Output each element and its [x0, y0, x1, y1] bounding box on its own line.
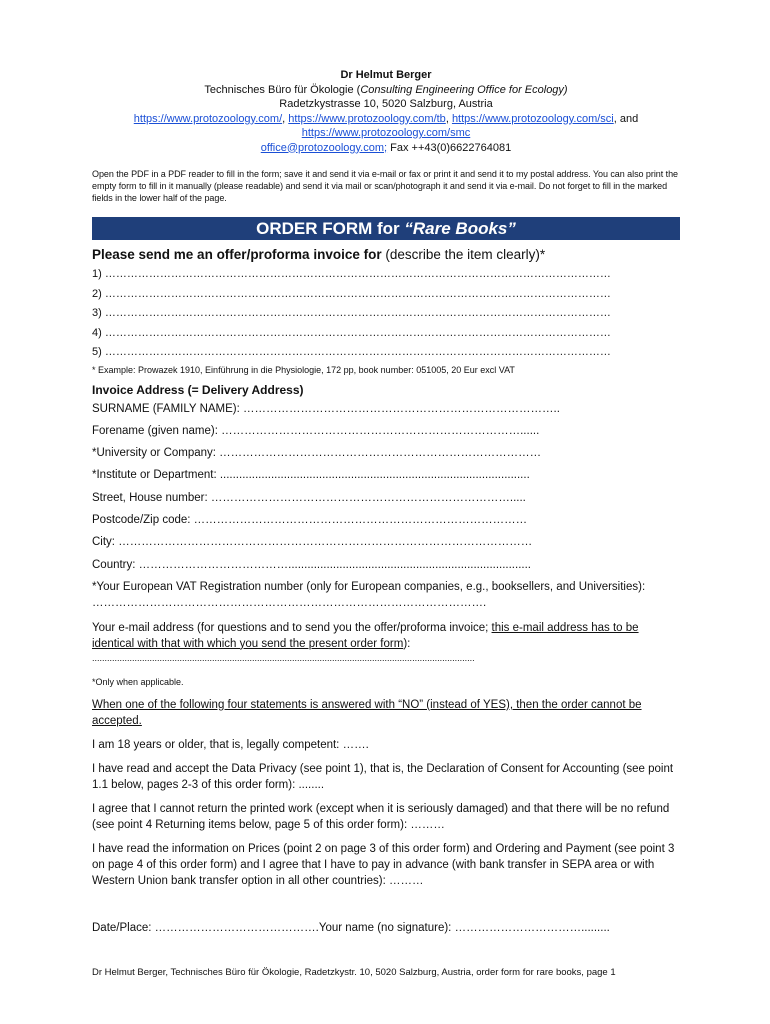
item-field-1[interactable]: 1) ………………………………………………………………………………………………………………………… [92, 268, 611, 280]
postal-address: Radetzkystrasse 10, 5020 Salzburg, Austria [279, 98, 493, 110]
surname-field[interactable]: SURNAME (FAMILY NAME): ……………………………………………………………………….. [92, 402, 560, 415]
statement-payment[interactable]: I have read the information on Prices (point 2 on page 3 of this order form) and Ordering and Payment (see point 3 on page 4 of this order form) and I agree that I have to pay in advance (with bank transfer in SEPA area or with Western Union bank transfer option in all other countries): ……… [92, 842, 675, 887]
date-name-line[interactable]: Date/Place: …………………………………….Your name (no signature): ……………………………......... [92, 921, 610, 934]
link-protozoology-smc[interactable]: https://www.protozoology.com/smc [301, 127, 471, 139]
letterhead [92, 68, 680, 155]
item-list [92, 265, 680, 363]
item-field-4[interactable]: 4) ………………………………………………………………………………………………………………………… [92, 326, 611, 339]
website-links: https://www.protozoology.com/, https://www.protozoology.com/tb, https://www.protozoology.com/sci, and [133, 112, 639, 125]
email-field[interactable]: ......................................................................................................................................................... [92, 652, 475, 663]
item-field-5[interactable]: 5) ………………………………………………………………………………………………………………………… [92, 346, 611, 358]
link-protozoology-tb[interactable]: https://www.protozoology.com/tb [288, 112, 446, 125]
email-instruction: Your e-mail address (for questions and to send you the offer/proforma invoice; this e-mail address has to be identical with that with which you send the present order form): [92, 621, 639, 650]
vat-field[interactable]: *Your European VAT Registration number (only for European companies, e.g., booksellers, and Universities): …………………………………………………………………………………………. [92, 580, 646, 609]
offer-heading: Please send me an offer/proforma invoice for (describe the item clearly)* [92, 247, 546, 262]
institute-field[interactable]: *Institute or Department: ................................................................................................. [92, 469, 530, 482]
contact-line: office@protozoology.com; Fax ++43(0)6622764081 [260, 141, 512, 154]
invoice-address-heading: Invoice Address (= Delivery Address) [92, 382, 304, 397]
city-field[interactable]: City: ……………………………………………………………………………………………… [92, 536, 533, 549]
item-example-note: * Example: Prowazek 1910, Einführung in die Physiologie, 172 pp, book number: 051005, 20 Eur excl VAT [92, 364, 515, 375]
country-field[interactable]: Country: …………………………………............................................................................ [92, 558, 531, 571]
link-protozoology-sci[interactable]: https://www.protozoology.com/sci [451, 112, 614, 125]
email-link[interactable]: office@protozoology.com; [260, 141, 388, 154]
office-line: Technisches Büro für Ökologie (Consulting Engineering Office for Ecology) [204, 83, 568, 96]
statement-privacy[interactable]: I have read and accept the Data Privacy (see point 1), that is, the Declaration of Consent for Accounting (see point 1.1 below, pages 2-3 of this order form): ........ [92, 762, 674, 791]
forename-field[interactable]: Forename (given name): ……………………………………………………………………...... [92, 424, 540, 437]
postcode-field[interactable]: Postcode/Zip code: …………………………………………………………………………… [92, 513, 528, 526]
page-footer: Dr Helmut Berger, Technisches Büro für Ökologie, Radetzkystr. 10, 5020 Salzburg, Austria, order form for rare books, page 1 [92, 967, 616, 978]
only-applicable-note: *Only when applicable. [92, 676, 184, 687]
form-title-banner: ORDER FORM for “Rare Books” [92, 217, 680, 240]
author-name: Dr Helmut Berger [340, 69, 432, 81]
instructions-text: Open the PDF in a PDF reader to fill in the form; save it and send it via e-mail or fax or print it and send it to my postal address. You can also print the empty form to fill in it manually (please readable) and send it via mail or scan/photograph it and send it via e-mail. Do not forget to fill in the marked fields in the lower half of the page. [92, 169, 678, 203]
statement-age[interactable]: I am 18 years or older, that is, legally competent: ……. [92, 738, 369, 751]
item-field-2[interactable]: 2) ………………………………………………………………………………………………………………………… [92, 287, 611, 300]
university-field[interactable]: *University or Company: ………………………………………………………………………… [92, 447, 542, 460]
street-field[interactable]: Street, House number: ……………………………………………………………………..... [92, 491, 526, 504]
address-fields [92, 398, 680, 576]
item-field-3[interactable]: 3) ………………………………………………………………………………………………………………………… [92, 307, 611, 319]
conditions-warning: When one of the following four statements is answered with “NO” (instead of YES), then the order cannot be accepted. [92, 698, 642, 727]
order-form-page [92, 0, 680, 936]
statement-no-return[interactable]: I agree that I cannot return the printed work (except when it is seriously damaged) and that there will be no refund (see point 4 Returning items below, page 5 of this order form): ……… [92, 802, 670, 831]
link-protozoology-home[interactable]: https://www.protozoology.com/ [133, 112, 283, 125]
